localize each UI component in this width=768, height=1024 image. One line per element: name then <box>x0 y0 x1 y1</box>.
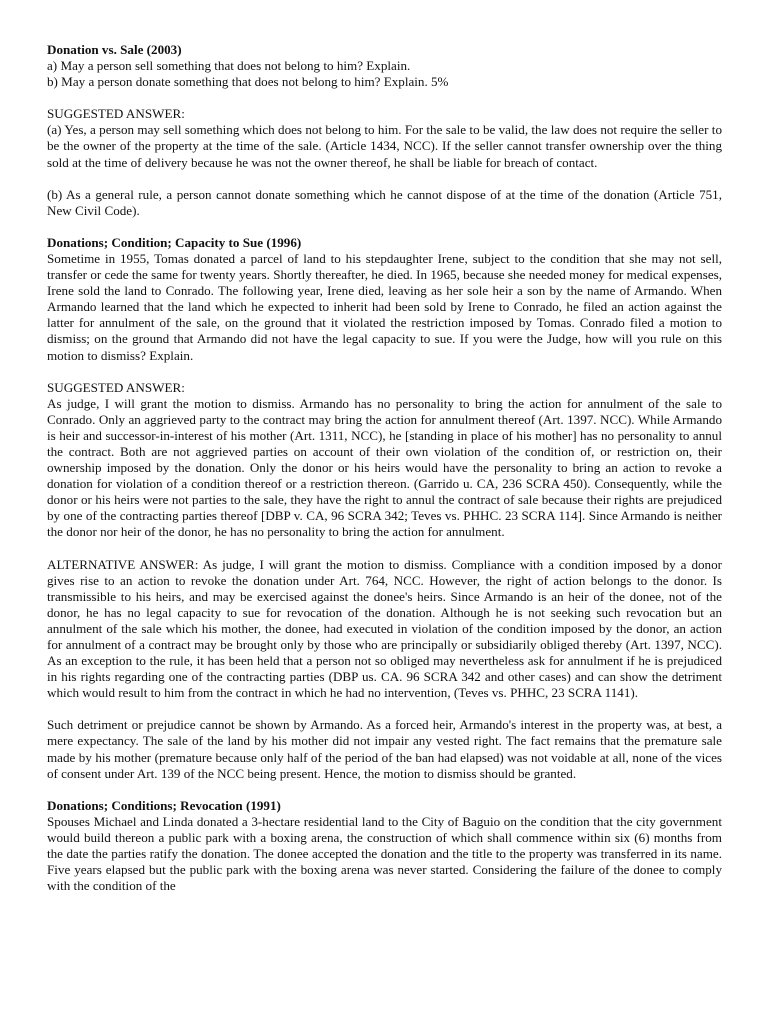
question-line: b) May a person donate something that does not belong to him? Explain. 5% <box>47 74 449 90</box>
spacer <box>47 171 722 187</box>
answer-paragraph: (b) As a general rule, a person cannot donate something which he cannot dispose of at the time of the donation (Article 751, New Civil Code). <box>47 186 722 218</box>
answer-paragraph: (a) Yes, a person may sell something which does not belong to him. For the sale to be valid, the law does not require the seller to be the owner of the property at the time of the sale. (Article 1434, NCC). If the seller cannot transfer ownership over the thing sold at the time of delivery because he was not the owner thereof, he shall be liable for breach of contact. <box>47 122 722 170</box>
answer-paragraph: As judge, I will grant the motion to dismiss. Armando has no personality to bring the action for annulment of the sale to Conrado. Only an aggrieved party to the contract may bring the action for annulment thereof (Art. 1397. NCC). While Armando is heir and successor-in-interest of his mother (Art. 1311, NCC), he [standing in place of his mother] has no personality to annul the contract. Both are not aggrieved parties on account of their own violation of the condition of, or restriction on, their ownership imposed by the donation. Only the donor or his heirs would have the personality to bring an action to revoke a donation for violation of a condition thereof or a restriction thereon. (Garrido u. CA, 236 SCRA 450). Consequently, while the donor or his heirs were not parties to the sale, they have the right to annul the contract of sale because their rights are prejudiced by one of the contracting parties thereof [DBP v. CA, 96 SCRA 342; Teves vs. PHHC. 23 SCRA 114]. Since Armando is neither the donor nor heir of the donor, he has no personality to bring the action for annulment. <box>47 395 722 540</box>
question-line: a) May a person sell something that does not belong to him? Explain. <box>47 58 411 74</box>
spacer <box>47 219 722 235</box>
section-heading: Donation vs. Sale (2003) <box>47 42 182 57</box>
spacer <box>47 782 722 798</box>
spacer <box>47 701 722 717</box>
question-paragraph: Spouses Michael and Linda donated a 3-hectare residential land to the City of Baguio on the condition that the city government would build thereon a public park with a boxing arena, the construction of which shall commence within six (6) months from the date the parties ratify the donation. The donee accepted the donation and the title to the property was transferred in its name. Five years elapsed but the public park with the boxing arena was never started. Considering the failure of the donee to comply with the condition of the <box>47 813 722 894</box>
alternative-answer-paragraph: ALTERNATIVE ANSWER: As judge, I will grant the motion to dismiss. Compliance with a condition imposed by a donor gives rise to an action to revoke the donation under Art. 764, NCC. However, the right of action belongs to the donor. Is transmissible to his heirs, and may be exercised against the donee's heirs. Since Armando is an heir of the donee, not of the donor, he has no legal capacity to sue for revocation of the donation. Although he is not seeking such revocation but an annulment of the sale which his mother, the donee, had executed in violation of the condition imposed by the donor, an action for annulment of a contract may be brought only by those who are principally or subsidiarily obliged thereby (Art. 1397, NCC). As an exception to the rule, it has been held that a person not so obliged may nevertheless ask for annulment if he is prejudiced in his rights regarding one of the contracting parties (DBP us. CA. 96 SCRA 342 and other cases) and can show the detriment which would result to him from the contract in which he had no intervention, (Teves vs. PHHC, 23 SCRA 1141). <box>47 556 722 701</box>
spacer <box>47 541 722 557</box>
answer-label: SUGGESTED ANSWER: <box>47 106 185 122</box>
spacer <box>47 364 722 380</box>
question-paragraph: Sometime in 1955, Tomas donated a parcel of land to his stepdaughter Irene, subject to the condition that she may not sell, transfer or cede the same for twenty years. Shortly thereafter, he died. In 1965, because she needed money for medical expenses, Irene sold the land to Conrado. The following year, Irene died, leaving as her sole heir a son by the name of Armando. When Armando learned that the land which he expected to inherit had been sold by Irene to Conrado, he filed an action against the latter for annulment of the sale, on the ground that it violated the restriction imposed by Tomas. Conrado filed a motion to dismiss; on the ground that Armando did not have the legal capacity to sue. If you were the Judge, how will you rule on this motion to dismiss? Explain. <box>47 250 722 363</box>
section-heading: Donations; Conditions; Revocation (1991) <box>47 797 281 813</box>
answer-paragraph: Such detriment or prejudice cannot be shown by Armando. As a forced heir, Armando's interest in the property was, at best, a mere expectancy. The sale of the land by his mother did not impair any vested right. The fact remains that the premature sale made by his mother (premature because only half of the period of the ban had elapsed) was not voidable at all, none of the vices of consent under Art. 139 of the NCC being present. Hence, the motion to dismiss should be granted. <box>47 717 722 781</box>
section-heading: Donations; Condition; Capacity to Sue (1996) <box>47 234 302 250</box>
spacer <box>47 90 722 106</box>
document-page <box>47 42 722 894</box>
answer-label: SUGGESTED ANSWER: <box>47 379 185 395</box>
